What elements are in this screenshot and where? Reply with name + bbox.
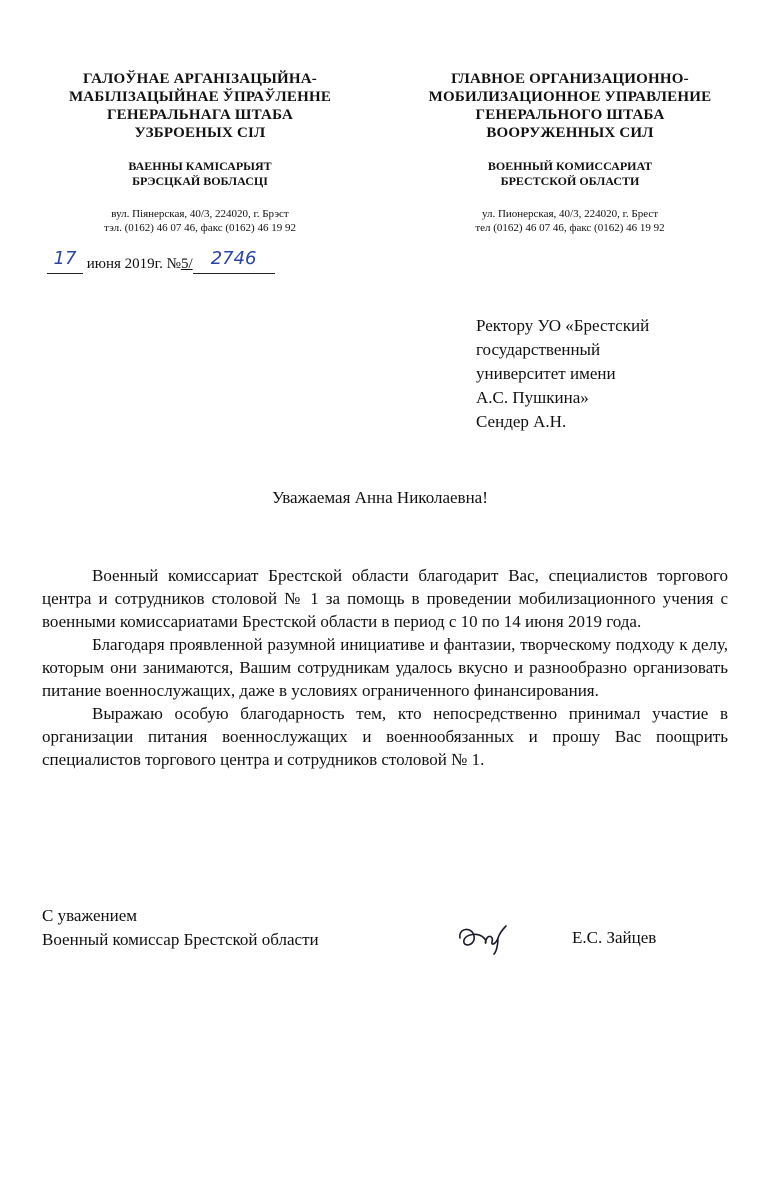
org-name-ru-line4: ВООРУЖЕННЫХ СИЛ [486, 125, 654, 141]
doc-number-label: № [166, 256, 181, 272]
commissariat-ru [400, 159, 740, 189]
contacts-be [40, 207, 360, 235]
org-name-be-line1: ГАЛОЎНАЕ АРГАНІЗАЦЫЙНА- [82, 71, 317, 87]
doc-number-prefix: 5/ [180, 256, 193, 272]
commissariat-be-line1: ВАЕННЫ КАМІСАРЫЯТ [128, 159, 272, 173]
signature-block [42, 904, 319, 952]
commissariat-ru-line2: БРЕСТСКОЙ ОБЛАСТИ [500, 174, 640, 188]
org-name-ru-line2: МОБИЛИЗАЦИОННОЕ УПРАВЛЕНИЕ [428, 89, 712, 105]
contacts-ru [400, 207, 740, 235]
letter-body [42, 564, 728, 771]
date-month-year: июня 2019г. [86, 256, 163, 272]
commissariat-be [40, 159, 360, 189]
recipient-line3: университет имени [476, 364, 616, 383]
letterhead-belarusian [40, 70, 360, 235]
date-day-handwritten: 17 [53, 248, 77, 269]
address-ru: ул. Пионерская, 40/3, 224020, г. Брест [481, 208, 659, 220]
org-name-be-line3: ГЕНЕРАЛЬНАГА ШТАБА [106, 107, 294, 123]
handwritten-signature [454, 920, 514, 956]
doc-number-handwritten: 2746 [210, 248, 257, 269]
recipient-line2: государственный [476, 340, 601, 359]
recipient-line5: Сендер А.Н. [476, 412, 567, 431]
signatory-name: Е.С. Зайцев [572, 928, 657, 947]
salutation: Уважаемая Анна Николаевна! [272, 488, 488, 507]
doc-number-field [193, 248, 275, 274]
body-paragraph-3: Выражаю особую благодарность тем, кто непосредственно принимал участие в организации питания военнослужащих и военнообязанных и прошу Вас поощрить специалистов торгового центра и сотрудников столовой № 1. [42, 704, 728, 769]
letterhead-russian [400, 70, 740, 235]
registration-line [47, 248, 275, 274]
phones-be: тэл. (0162) 46 07 46, факс (0162) 46 19 92 [104, 222, 296, 234]
phones-ru: тел (0162) 46 07 46, факс (0162) 46 19 92 [475, 222, 665, 234]
signatory-position: Военный комиссар Брестской области [42, 930, 319, 949]
recipient-line4: А.С. Пушкина» [476, 388, 589, 407]
recipient-line1: Ректору УО «Брестский [476, 316, 650, 335]
recipient-block [476, 314, 649, 434]
commissariat-ru-line1: ВОЕННЫЙ КОМИССАРИАТ [487, 159, 653, 173]
address-be: вул. Піянерская, 40/3, 224020, г. Брэст [111, 208, 289, 220]
org-name-be-line2: МАБІЛІЗАЦЫЙНАЕ ЎПРАЎЛЕННЕ [68, 89, 332, 105]
body-paragraph-2: Благодаря проявленной разумной инициативе и фантазии, творческому подходу к делу, которым они занимаются, Вашим сотрудникам удалось вкусно и разнообразно организовать питание военнослужащих, даже в условиях ограниченного финансирования. [42, 635, 728, 700]
date-day-field [47, 248, 83, 274]
org-name-be-line4: УЗБРОЕНЫХ СІЛ [134, 125, 266, 141]
closing-phrase: С уважением [42, 906, 138, 925]
org-name-ru-line3: ГЕНЕРАЛЬНОГО ШТАБА [475, 107, 665, 123]
org-name-ru-line1: ГЛАВНОЕ ОРГАНИЗАЦИОННО- [451, 71, 689, 87]
body-paragraph-1: Военный комиссариат Брестской области благодарит Вас, специалистов торгового центра и сотрудников столовой № 1 за помощь в проведении мобилизационного учения с военными комиссариатами Брестской области в период с 10 по 14 июня 2019 года. [42, 566, 728, 631]
commissariat-be-line2: БРЭСЦКАЙ ВОБЛАСЦІ [132, 174, 268, 188]
